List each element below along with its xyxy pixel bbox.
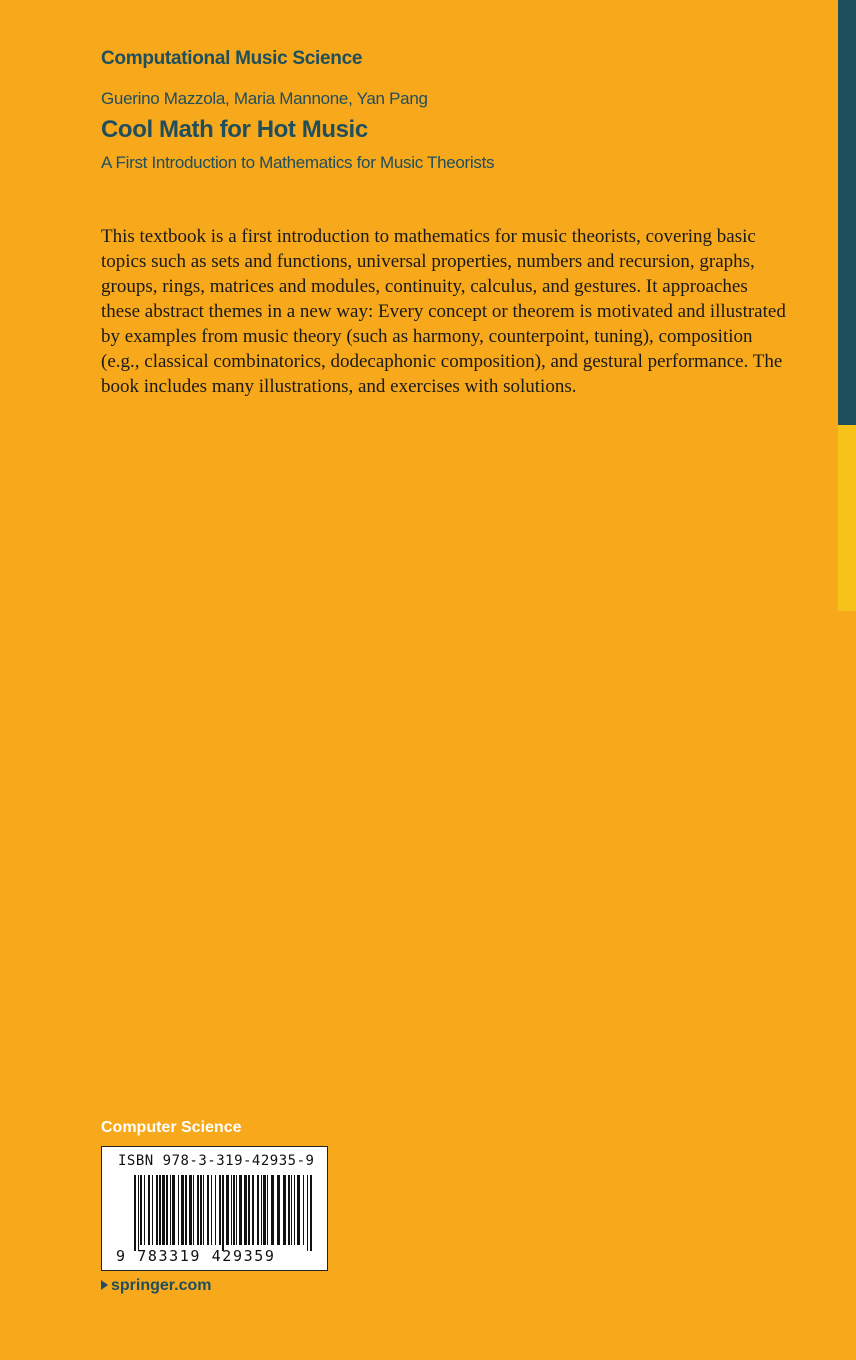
barcode-bar bbox=[170, 1175, 171, 1245]
barcode-bar bbox=[267, 1175, 268, 1245]
barcode-bar bbox=[231, 1175, 232, 1245]
barcode-bar bbox=[226, 1175, 229, 1245]
triangle-right-icon bbox=[101, 1280, 108, 1290]
barcode-bar bbox=[239, 1175, 242, 1245]
barcode-bar bbox=[185, 1175, 187, 1245]
barcode-bar bbox=[244, 1175, 247, 1245]
barcode-bar bbox=[144, 1175, 145, 1245]
barcode-bar bbox=[148, 1175, 150, 1245]
barcode-bar bbox=[248, 1175, 250, 1245]
barcode-bar bbox=[263, 1175, 266, 1245]
authors: Guerino Mazzola, Maria Mannone, Yan Pang bbox=[101, 89, 428, 108]
website-label: springer.com bbox=[111, 1277, 212, 1294]
barcode-bar bbox=[297, 1175, 300, 1245]
barcode-bar bbox=[277, 1175, 280, 1245]
barcode-bar bbox=[211, 1175, 212, 1245]
barcode-bar bbox=[303, 1175, 304, 1245]
barcode-bar bbox=[166, 1175, 168, 1245]
barcode-bar bbox=[310, 1175, 312, 1251]
barcode-bar bbox=[134, 1175, 136, 1251]
spine-edge-yellow-bar bbox=[838, 425, 856, 611]
barcode-bar bbox=[200, 1175, 202, 1245]
book-subtitle: A First Introduction to Mathematics for Music Theorists bbox=[101, 153, 495, 172]
spine-edge-dark-bar bbox=[838, 0, 856, 425]
book-title: Cool Math for Hot Music bbox=[101, 116, 368, 143]
series-title: Computational Music Science bbox=[101, 48, 363, 69]
barcode-bar bbox=[219, 1175, 221, 1245]
subject-category: Computer Science bbox=[101, 1119, 242, 1136]
barcode-bar bbox=[207, 1175, 209, 1245]
barcode-bar bbox=[252, 1175, 254, 1245]
barcode-bar bbox=[152, 1175, 153, 1245]
barcode-bar bbox=[172, 1175, 175, 1245]
barcode-bar bbox=[307, 1175, 308, 1251]
barcode-bar bbox=[222, 1175, 224, 1251]
book-description: This textbook is a first introduction to mathematics for music theorists, covering basic topics such as sets and functions, universal properties, numbers and recursion, graphs, groups, rings, matrices and modules, continuity, calculus, and gestures. It approaches these abstract themes in a new way: Every concept or theorem is motivated and illustrated by examples from music theory (such as harmony, counterpoint, tuning), composition (e.g., classical combinatorics, dodecaphonic composition), and gestural performance. The book includes many illustrations, and exercises with solutions. bbox=[101, 226, 786, 397]
barcode-bar bbox=[156, 1175, 158, 1245]
barcode-bar bbox=[283, 1175, 286, 1245]
barcode-bar bbox=[261, 1175, 262, 1245]
publisher-website[interactable] bbox=[101, 1277, 211, 1295]
barcode-bar bbox=[203, 1175, 204, 1245]
barcode-bar bbox=[291, 1175, 292, 1245]
barcode-bar bbox=[162, 1175, 165, 1245]
barcode-bar bbox=[178, 1175, 179, 1245]
isbn-barcode bbox=[101, 1146, 328, 1271]
barcode-digits: 9 783319 429359 bbox=[116, 1247, 276, 1265]
barcode-bar bbox=[181, 1175, 184, 1245]
barcode-bar bbox=[257, 1175, 259, 1245]
barcode-bar bbox=[197, 1175, 199, 1245]
barcode-bar bbox=[294, 1175, 295, 1245]
barcode-bar bbox=[271, 1175, 274, 1245]
barcode-bar bbox=[193, 1175, 194, 1245]
barcode-bar bbox=[138, 1175, 139, 1251]
isbn-number: ISBN 978-3-319-42935-9 bbox=[118, 1153, 315, 1169]
barcode-bar bbox=[233, 1175, 235, 1245]
barcode-bar bbox=[215, 1175, 216, 1245]
barcode-bar bbox=[236, 1175, 237, 1245]
barcode-bar bbox=[159, 1175, 161, 1245]
barcode-bar bbox=[189, 1175, 192, 1245]
barcode-bar bbox=[140, 1175, 142, 1245]
barcode-bar bbox=[288, 1175, 290, 1245]
